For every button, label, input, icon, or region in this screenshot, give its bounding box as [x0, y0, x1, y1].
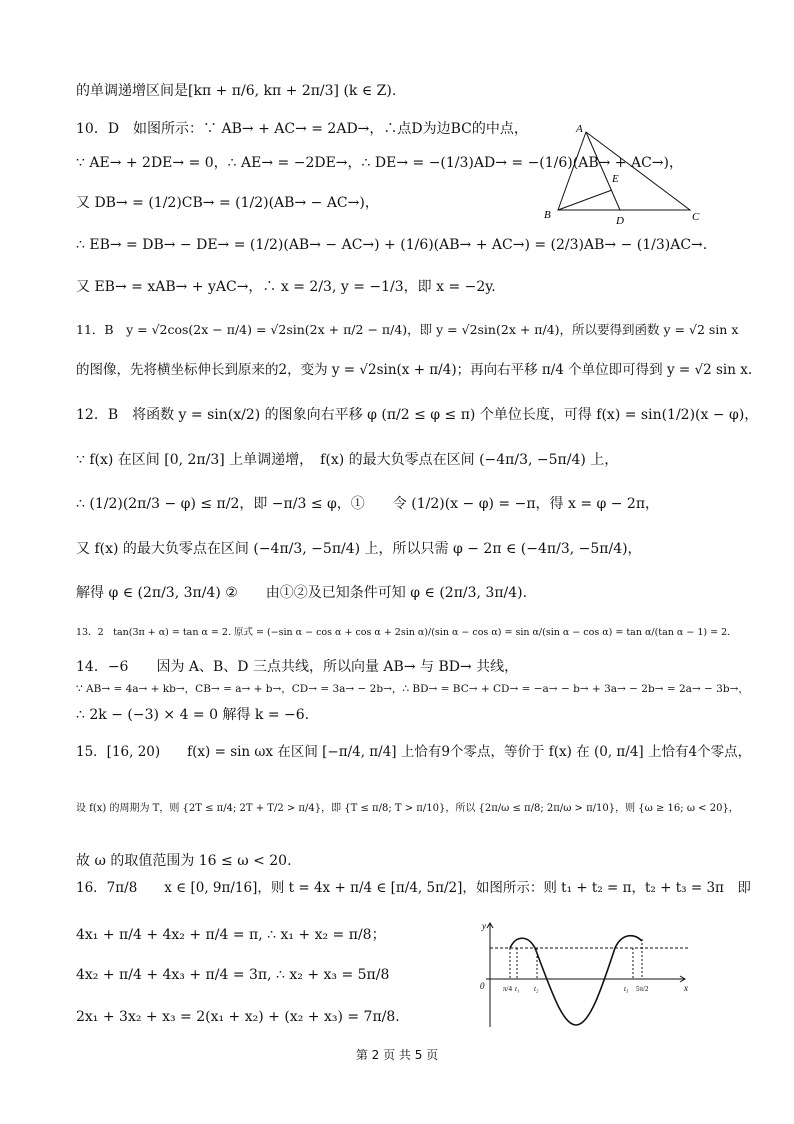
label-B: B	[544, 209, 551, 221]
graph-x-label: x	[684, 983, 688, 993]
text-line-l24: 2x₁ + 3x₂ + x₃ = 2(x₁ + x₂) + (x₂ + x₃) = 7π/8.	[76, 1009, 400, 1025]
graph-t3-label: t₃	[624, 985, 629, 993]
graph-y-label: y	[482, 921, 486, 931]
text-line-l10: ∵ f(x) 在区间 [0, 2π/3] 上单调递增， f(x) 的最大负零点在区间 (−4π/3, −5π/4) 上，	[76, 452, 619, 468]
text-line-l01: 的单调递增区间是[kπ + π/6, kπ + 2π/3] (k ∈ Z).	[76, 83, 397, 99]
text-line-l21: 16．7π/8 x ∈ [0, 9π/16]，则 t = 4x + π/4 ∈ [π/4, 5π/2]，如图所示：则 t₁ + t₂ = π，t₂ + t₃ = 3π 即	[76, 880, 751, 896]
graph-t2-label: t₂	[534, 985, 539, 993]
text-line-l20: 故 ω 的取值范围为 16 ≤ ω < 20.	[76, 853, 292, 869]
label-E: E	[612, 173, 619, 185]
text-line-l04: 又 DB→ = (1/2)CB→ = (1/2)(AB→ − AC→)，	[76, 195, 379, 211]
text-line-l08: 的图像，先将横坐标伸长到原来的2，变为 y = √2sin(x + π/4)；再向右平移 π/4 个单位即可得到 y = √2 sin x.	[76, 362, 753, 378]
text-line-l02: 10．D 如图所示：∵ AB→ + AC→ = 2AD→，∴点D为边BC的中点，	[76, 121, 528, 137]
text-line-l09: 12．B 将函数 y = sin(x/2) 的图象向右平移 φ (π/2 ≤ φ ≤ π) 个单位长度，可得 f(x) = sin(1/2)(x − φ)，	[76, 407, 759, 423]
text-line-l19: 设 f(x) 的周期为 T，则 {2T ≤ π/4; 2T + T/2 > π/4}，即 {T ≤ π/8; T > π/10}，所以 {2π/ω ≤ π/8; 2π/ω > π/10}，则 {ω ≥ 16; ω < 20}，	[76, 803, 739, 814]
label-A: A	[576, 123, 583, 135]
sine-graph	[470, 915, 700, 1035]
text-line-l07: 11．B y = √2cos(2x − π/4) = √2sin(2x + π/2 − π/4)，即 y = √2sin(2x + π/4)，所以要得到函数 y = √2 sin x	[76, 322, 739, 337]
graph-origin-label: 0	[480, 981, 485, 991]
text-line-l06: 又 EB→ = xAB→ + yAC→，∴ x = 2/3, y = −1/3，即 x = −2y.	[76, 279, 496, 295]
text-line-l14: 13．2 tan(3π + α) = tan α = 2. 原式 = (−sin α − cos α + cos α + 2sin α)/(sin α − cos α) = sin α/(sin α − cos α) = tan α/(tan α − 1) = 2.	[76, 627, 731, 638]
text-line-l05: ∴ EB→ = DB→ − DE→ = (1/2)(AB→ − AC→) + (1/6)(AB→ + AC→) = (2/3)AB→ − (1/3)AC→.	[76, 237, 708, 253]
graph-5pi2-label: 5π/2	[636, 985, 649, 993]
triangle-figure	[540, 120, 710, 235]
text-line-l11: ∴ (1/2)(2π/3 − φ) ≤ π/2，即 −π/3 ≤ φ，① 令 (1/2)(x − φ) = −π，得 x = φ − 2π，	[76, 496, 660, 512]
text-line-l13: 解得 φ ∈ (2π/3, 3π/4) ② 由①②及已知条件可知 φ ∈ (2π/3, 3π/4).	[76, 585, 528, 601]
graph-t1-label: t₁	[515, 985, 520, 993]
label-C: C	[692, 211, 700, 223]
text-line-l16: ∵ AB→ = 4a→ + kb→，CB→ = a→ + b→，CD→ = 3a→ − 2b→，∴ BD→ = BC→ + CD→ = −a→ − b→ + 3a→ − 2b→ = 2a→ − 3b→，	[76, 683, 749, 695]
text-line-l18: 15．[16, 20) f(x) = sin ωx 在区间 [−π/4, π/4] 上恰有9个零点，等价于 f(x) 在 (0, π/4] 上恰有4个零点，	[76, 744, 752, 760]
text-line-l15: 14．−6 因为 A、B、D 三点共线，所以向量 AB→ 与 BD→ 共线，	[76, 659, 519, 675]
label-D: D	[616, 215, 624, 227]
graph-pi4-label: π/4	[503, 985, 512, 993]
text-line-l23: 4x₂ + π/4 + 4x₃ + π/4 = 3π, ∴ x₂ + x₃ = 5π/8	[76, 967, 390, 983]
text-line-l03: ∵ AE→ + 2DE→ = 0，∴ AE→ = −2DE→，∴ DE→ = −(1/3)AD→ = −(1/6)(AB→ + AC→)，	[76, 155, 683, 171]
text-line-l12: 又 f(x) 的最大负零点在区间 (−4π/3, −5π/4) 上，所以只需 φ − 2π ∈ (−4π/3, −5π/4)，	[76, 541, 642, 557]
text-line-l22: 4x₁ + π/4 + 4x₂ + π/4 = π, ∴ x₁ + x₂ = π/8；	[76, 927, 386, 943]
text-line-l17: ∴ 2k − (−3) × 4 = 0 解得 k = −6.	[76, 707, 310, 723]
page-footer: 第 2 页 共 5 页	[355, 1048, 439, 1062]
